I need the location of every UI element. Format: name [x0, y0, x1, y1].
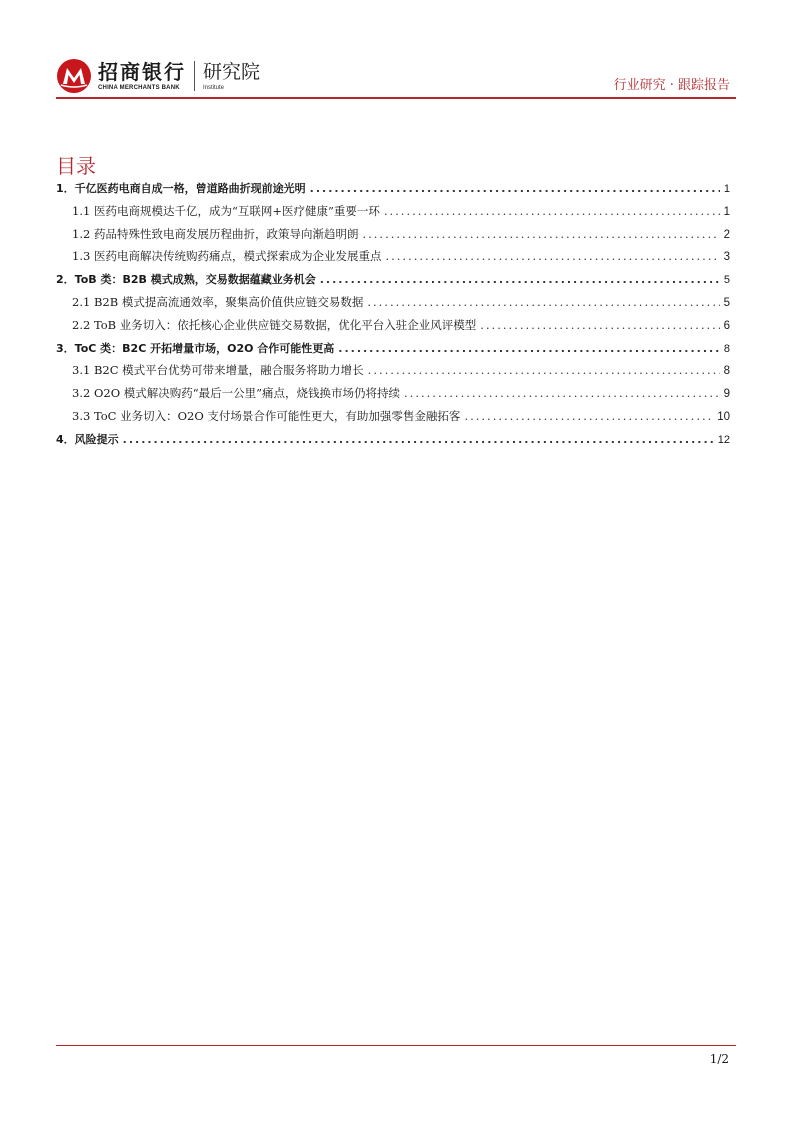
toc-entry-page: 5: [723, 296, 730, 309]
toc-title: 目录: [56, 154, 96, 178]
report-type: 行业研究 · 跟踪报告: [613, 78, 730, 93]
toc-entry-page: 2: [723, 228, 730, 241]
toc-entry-label: 3．ToC 类：B2C 开拓增量市场，O2O 合作可能性更高: [56, 341, 335, 355]
toc-entry[interactable]: [56, 271, 730, 294]
toc-leader: [320, 273, 720, 286]
toc-leader: [384, 204, 720, 218]
toc-leader: [464, 409, 713, 423]
toc-entry-page: 3: [723, 251, 730, 264]
toc-entry[interactable]: [56, 248, 730, 271]
table-of-contents: [56, 180, 730, 454]
toc-entry[interactable]: [56, 226, 730, 249]
toc-leader: [367, 295, 719, 309]
toc-entry-label: 1．千亿医药电商自成一格，曾道路曲折现前途光明: [56, 182, 306, 195]
toc-entry-page: 5: [723, 274, 730, 287]
toc-entry-label: 3.3 ToC 业务切入：O2O 支付场景合作可能性更大，有助加强零售金融拓客: [72, 408, 461, 423]
header-rule: [56, 97, 736, 99]
toc-entry-page: 1: [723, 183, 730, 195]
toc-entry-page: 8: [723, 365, 730, 378]
toc-leader: [404, 386, 720, 400]
toc-entry-label: 1.1 医药电商规模达千亿，成为“互联网+医疗健康”重要一环: [72, 203, 380, 218]
toc-entry-page: 10: [717, 410, 730, 423]
brand-en: CHINA MERCHANTS BANK: [98, 85, 180, 91]
toc-entry[interactable]: [56, 180, 730, 203]
footer-rule: [56, 1045, 736, 1046]
toc-entry-label: 1.3 医药电商解决传统购药痛点，模式探索成为企业发展重点: [72, 249, 382, 264]
toc-leader: [385, 249, 719, 263]
brand-name: [98, 61, 186, 91]
institute-en: Institute: [203, 85, 225, 91]
toc-entry[interactable]: [56, 385, 730, 408]
toc-entry-label: 4．风险提示: [56, 432, 119, 446]
toc-leader: [123, 433, 714, 446]
institute-name: [203, 61, 260, 91]
toc-entry[interactable]: [56, 294, 730, 317]
brand-block: [56, 56, 260, 96]
china-merchants-bank-logo-icon: [56, 58, 92, 94]
toc-entry[interactable]: [56, 362, 730, 385]
toc-entry-page: 12: [717, 433, 730, 446]
brand-cn: 招商银行: [98, 60, 186, 84]
toc-entry-label: 3.1 B2C 模式平台优势可带来增量，融合服务将助力增长: [72, 363, 364, 378]
toc-entry-label: 1.2 药品特殊性致电商发展历程曲折，政策导向渐趋明朗: [72, 226, 359, 241]
toc-leader: [368, 363, 720, 377]
page-number: 1/2: [709, 1052, 729, 1066]
toc-entry[interactable]: [56, 317, 730, 340]
toc-leader: [362, 227, 719, 241]
toc-leader: [338, 342, 720, 355]
toc-entry-label: 2.1 B2B 模式提高流通效率，聚集高价值供应链交易数据: [72, 294, 364, 309]
toc-entry-label: 2.2 ToB 业务切入：依托核心企业供应链交易数据，优化平台入驻企业风评模型: [72, 317, 477, 332]
toc-entry[interactable]: [56, 431, 730, 454]
toc-leader: [480, 318, 719, 332]
institute-cn: 研究院: [203, 61, 261, 83]
toc-entry[interactable]: [56, 340, 730, 363]
toc-leader: [310, 182, 720, 195]
toc-entry[interactable]: [56, 408, 730, 431]
toc-entry-page: 6: [723, 319, 730, 332]
toc-entry-label: 3.2 O2O 模式解决购药“最后一公里”痛点，烧钱换市场仍将持续: [72, 386, 401, 401]
toc-entry-label: 2．ToB 类：B2B 模式成熟，交易数据蕴藏业务机会: [56, 273, 316, 287]
toc-entry[interactable]: [56, 203, 730, 226]
brand-divider: [194, 61, 195, 91]
toc-entry-page: 1: [723, 205, 730, 218]
page-header: [56, 56, 736, 96]
toc-entry-page: 8: [723, 342, 730, 355]
toc-entry-page: 9: [723, 388, 730, 401]
